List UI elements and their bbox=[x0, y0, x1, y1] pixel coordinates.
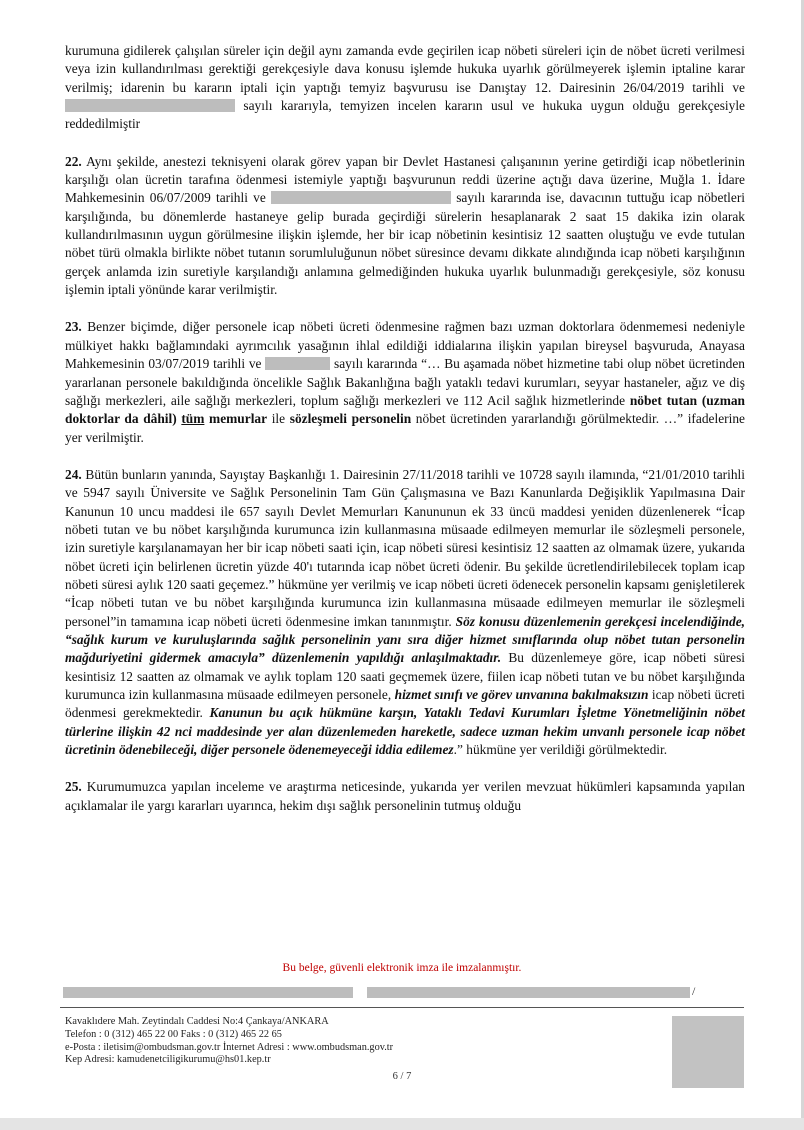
redacted-block bbox=[265, 357, 330, 370]
redacted-signature-left bbox=[63, 987, 353, 998]
paragraph-22: 22. Aynı şekilde, anestezi teknisyeni olarak görev yapan bir Devlet Hastanesi çalışanının yerine getirdiği icap nöbetlerinin karşılığı olan ücretin tarafına ödenmesi istemiyle yaptığı başvurunun reddi üzerine açtığı dava üzerine, Muğla 1. İdare Mahkemesinin 06/07/2009 tarihli ve sayılı kararında ise, davacının tuttuğu icap nöbetleri karşılığında, bu dönemlerde hastaneye gelip burada geçirdiği sürelerin hesaplanarak 2 saat 15 dakika izin olarak kullandırılmasının uygun görülmesine ilişkin işlemde, her bir icap nöbetinin kesintisiz 12 saatten oluştuğu ve evde tutulan nöbet türü olmakla birlikte nöbet tutanın sorumluluğunun nöbet süresince devamı dikkate alındığında icap nöbeti karşılığının gerçek anlamda izin suretiyle karşılandığı anlamına gelmediğinden hukuka uyarlık bulunmadığı gerekçesiyle, söz konusu işlemin iptali yönünde karar verilmiştir. bbox=[65, 153, 746, 298]
redacted-signature-right bbox=[367, 987, 690, 998]
redacted-qr-code bbox=[672, 1016, 744, 1088]
next-page-gap bbox=[0, 1118, 804, 1130]
paragraph-24: 24. Bütün bunların yanında, Sayıştay Başkanlığı 1. Dairesinin 27/11/2018 tarihli ve 10728 sayılı ilamında, “21/01/2010 tarihli ve 5947 sayılı Üniversite ve Sağlık Personelinin Tam Gün Çalışmasına ve Bazı Kanunlarda Değişiklik Yapılmasına Dair Kanunun 10 uncu maddesi ile 657 sayılı Devlet Memurları Kanununun ek 33 üncü maddesi yeniden düzenlenerek “İcap nöbeti tutan ve bu nöbet karşılığında kurumunca izin kullanmasına müsaade edilmeyen memurlar ile sözleşmeli personele, izin suretiyle karşılanamayan her bir icap nöbeti saati için, icap nöbeti süresi kesintisiz 12 saatten az olmamak üzere, yukarıda nöbet ücreti için belirlenen ücretin yüzde 40'ı tutarında icap nöbet ücreti ödenir. Bu şekilde ücretlendirilebilecek toplam icap nöbeti süresi aylık 120 saati geçemez.” hükmüne yer verilmiş ve icap nöbeti ücreti ödenecek personelin kapsamı genişletilerek “İcap nöbeti tutan ve bu nöbet karşılığında kurumunca izin kullanmasına müsaade edilmeyen memurlar ile sözleşmeli personel”in tamamına icap nöbeti ücreti ödenmesine imkan tanınmıştır. Söz konusu düzenlemenin gerekçesi incelendiğinde, “sağlık kurum ve kuruluşlarında sağlık personelinin yanı sıra diğer hizmet sınıflarında olup nöbet tutan personelin mağduriyetini gidermek amacıyla” düzenlemenin yapıldığı anlaşılmaktadır. Bu düzenlemeye göre, icap nöbeti süresi kesintisiz 12 saatten az olmamak ve aylık toplam 120 saati geçmemek üzere, fiilen icap nöbeti tutan ve bu nöbet karşılığında kurumunca izin kullanmasına müsaade edilmeyen personele, hizmet sınıfı ve görev unvanına bakılmaksızın icap nöbeti ücreti ödenmesi gerekmektedir. Kanunun bu açık hükmüne karşın, Yataklı Tedavi Kurumları İşletme Yönetmeliğinin nöbet türlerine ilişkin 42 nci maddesinde yer alan düzenlemeden hareketle, sadece uzman hekim unvanlı personele icap nöbet ücretinin ödenebileceği, diğer personele ödenemeyeceği iddia edilemez.” hükmüne yer verildiği görülmektedir. bbox=[65, 466, 745, 758]
redacted-block bbox=[271, 191, 451, 204]
footer-phone: Telefon : 0 (312) 465 22 00 Faks : 0 (312) 465 22 65 bbox=[65, 1028, 282, 1040]
footer-email: e-Posta : iletisim@ombudsman.gov.tr İnternet Adresi : www.ombudsman.gov.tr bbox=[65, 1041, 394, 1053]
footer-divider bbox=[60, 1007, 744, 1008]
paragraph-number: 24. bbox=[65, 466, 82, 482]
footer-contact bbox=[65, 1016, 545, 1067]
paragraph-number: 23. bbox=[65, 319, 82, 335]
footer-address: Kavaklıdere Mah. Zeytindalı Caddesi No:4 Çankaya/ANKARA bbox=[65, 1016, 329, 1027]
paragraph-number: 25. bbox=[65, 779, 82, 795]
footer-kep: Kep Adresi: kamudenetciligikurumu@hs01.kep.tr bbox=[65, 1054, 271, 1066]
signature-separator: / bbox=[692, 984, 696, 998]
paragraph-number: 22. bbox=[65, 153, 82, 169]
paragraph-25: 25. Kurumumuzca yapılan inceleme ve araştırma neticesinde, yukarıda yer verilen mevzuat hükümleri kapsamında yapılan açıklamalar ile yargı kararları uyarınca, hekim dışı sağlık personelinin tutmuş olduğu bbox=[65, 779, 745, 813]
document-body bbox=[65, 42, 745, 815]
paragraph-23: 23. Benzer biçimde, diğer personele icap nöbeti ücreti ödenmesine rağmen bazı uzman doktorlara ödenmemesi nedeniyle mülkiyet hakkı bağlamındaki ayrımcılık yasağının ihlal edildiği iddialarına ilişkin yapılan bireysel başvuruda, Anayasa Mahkemesinin 03/07/2019 tarihli ve sayılı kararında “… Bu aşamada nöbet hizmetine tabi olup nöbet ücretinden yararlanan personele bakıldığında öncelikle Sağlık Bakanlığına bağlı yataklı tedavi kurumları, seyyar hastaneler, ağız ve diş sağlığı merkezleri, aile sağlığı merkezleri, toplum sağlığı merkezleri ve 112 Acil sağlık hizmetlerinde nöbet tutan (uzman doktorlar da dâhil) tüm memurlar ile sözleşmeli personelin nöbet ücretinden yararlandığı görülmektedir. …” ifadelerine yer verilmiştir. bbox=[65, 319, 745, 445]
paragraph-21-continuation: kurumuna gidilerek çalışılan süreler için değil aynı zamanda evde geçirilen icap nöbeti süreleri için de nöbet ücreti verilmesi veya izin kullandırılması gerektiği gerekçesiyle dava konusu işlemde hukuka uyarlık görülmeyerek işlemin iptaline karar verilmiş; idarenin bu kararın iptali için yaptığı temyiz başvurusu ise Danıştay 12. Dairesinin 26/04/2019 tarihli ve sayılı kararıyla, temyizen incelen kararın usul ve hukuka uygun olduğu gerekçesiyle reddedilmiştir bbox=[65, 43, 745, 132]
redacted-block bbox=[65, 99, 235, 112]
page-number: 6 / 7 bbox=[392, 1071, 412, 1082]
electronic-signature-notice: Bu belge, güvenli elektronik imza ile imzalanmıştır. bbox=[282, 962, 522, 974]
